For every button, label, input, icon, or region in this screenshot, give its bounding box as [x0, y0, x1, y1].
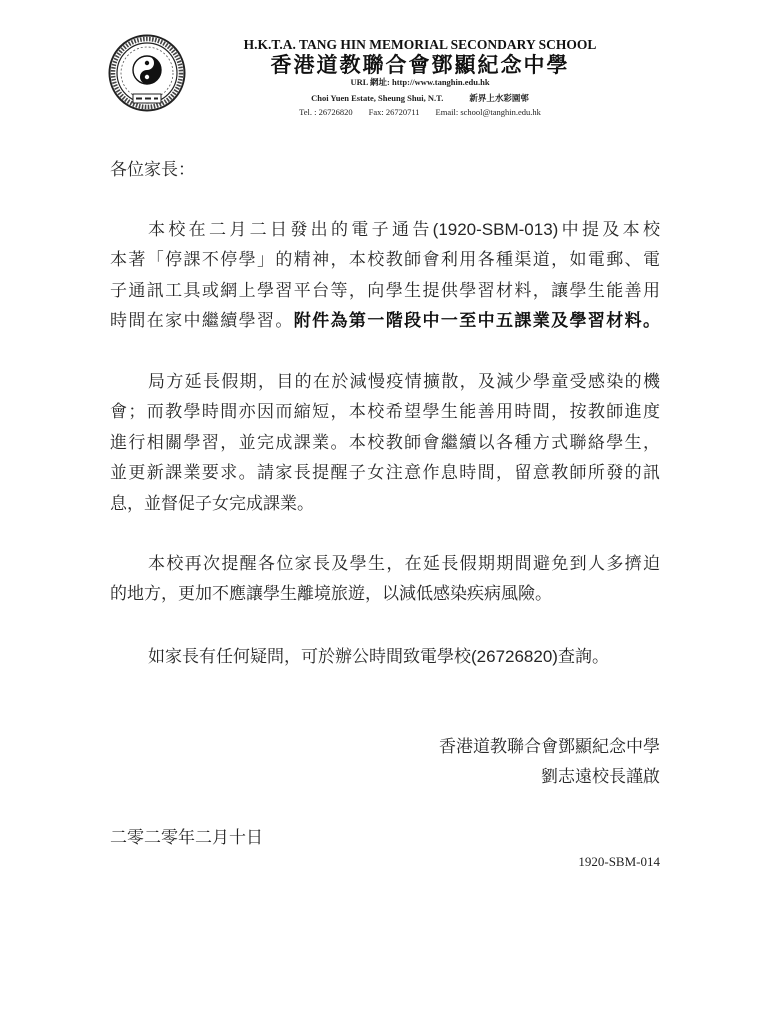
school-name-chinese: 香港道教聯合會鄧顯紀念中學 — [270, 53, 570, 77]
paragraph-line: 進行相關學習，並完成課業。本校教師會繼續以各種方式聯絡學生， — [110, 432, 660, 452]
school-crest-icon — [107, 33, 187, 113]
paragraph-line: 局方延長假期，目的在於減慢疫情擴散，及減少學童受感染的機 — [148, 372, 660, 391]
school-url: URL 網址: http://www.tanghin.edu.hk — [350, 77, 490, 87]
address-english: Choi Yuen Estate, Sheung Shui, N.T. — [311, 93, 444, 103]
paragraph-line: 本校在二月二日發出的電子通告(1920-SBM-013)中提及本校 — [148, 220, 660, 239]
address-chinese: 新界上水彩園邨 — [469, 93, 529, 103]
letter-date — [110, 823, 660, 853]
school-logo — [107, 33, 187, 113]
paragraph-2 — [110, 367, 660, 519]
paragraph-line: 子通訊工具或網上學習平台等，向學生提供學習材料，讓學生能善用 — [110, 280, 660, 300]
paragraph-line: 如家長有任何疑問，可於辦公時間致電學校(26726820)查詢。 — [148, 647, 609, 666]
paragraph-3 — [110, 549, 660, 610]
reference-number: 1920-SBM-014 — [578, 854, 660, 869]
school-contact — [215, 106, 625, 118]
email: Email: school@tanghin.edu.hk — [435, 107, 541, 117]
salutation-text: 各位家長： — [110, 160, 195, 179]
paragraph-line: 的地方，更加不應讓學生離境旅遊，以減低感染疾病風險。 — [110, 584, 552, 604]
paragraph-line: 本校再次提醒各位家長及學生，在延長假期期間避免到人多擠迫 — [148, 554, 660, 573]
school-address — [215, 92, 625, 104]
paragraph-line: 會；而教學時間亦因而縮短，本校希望學生能善用時間，按教師進度 — [110, 402, 660, 422]
paragraph-1 — [110, 215, 660, 337]
school-name-english: H.K.T.A. TANG HIN MEMORIAL SECONDARY SCHOOL — [243, 37, 597, 52]
telephone: Tel. : 26726820 — [299, 107, 353, 117]
signature-block — [110, 732, 660, 793]
paragraph-line: 並更新課業要求。請家長提醒子女注意作息時間，留意教師所發的訊 — [110, 463, 660, 483]
salutation — [110, 155, 660, 185]
signature-principal: 劉志遠校長謹啟 — [541, 767, 660, 787]
signature-school: 香港道教聯合會鄧顯紀念中學 — [439, 737, 660, 756]
date-text: 二零二零年二月十日 — [110, 828, 263, 847]
paragraph-line — [110, 306, 660, 336]
attachment-note: 附件為第一階段中一至中五課業及學習材料。 — [293, 311, 660, 331]
paragraph-text: 時間在家中繼續學習。 — [110, 311, 294, 331]
paragraph-line: 息，並督促子女完成課業。 — [110, 493, 314, 513]
paragraph-line: 本著「停課不停學」的精神，本校教師會利用各種渠道，如電郵、電 — [110, 250, 660, 270]
fax: Fax: 26720711 — [368, 107, 420, 117]
paragraph-4 — [110, 642, 660, 672]
